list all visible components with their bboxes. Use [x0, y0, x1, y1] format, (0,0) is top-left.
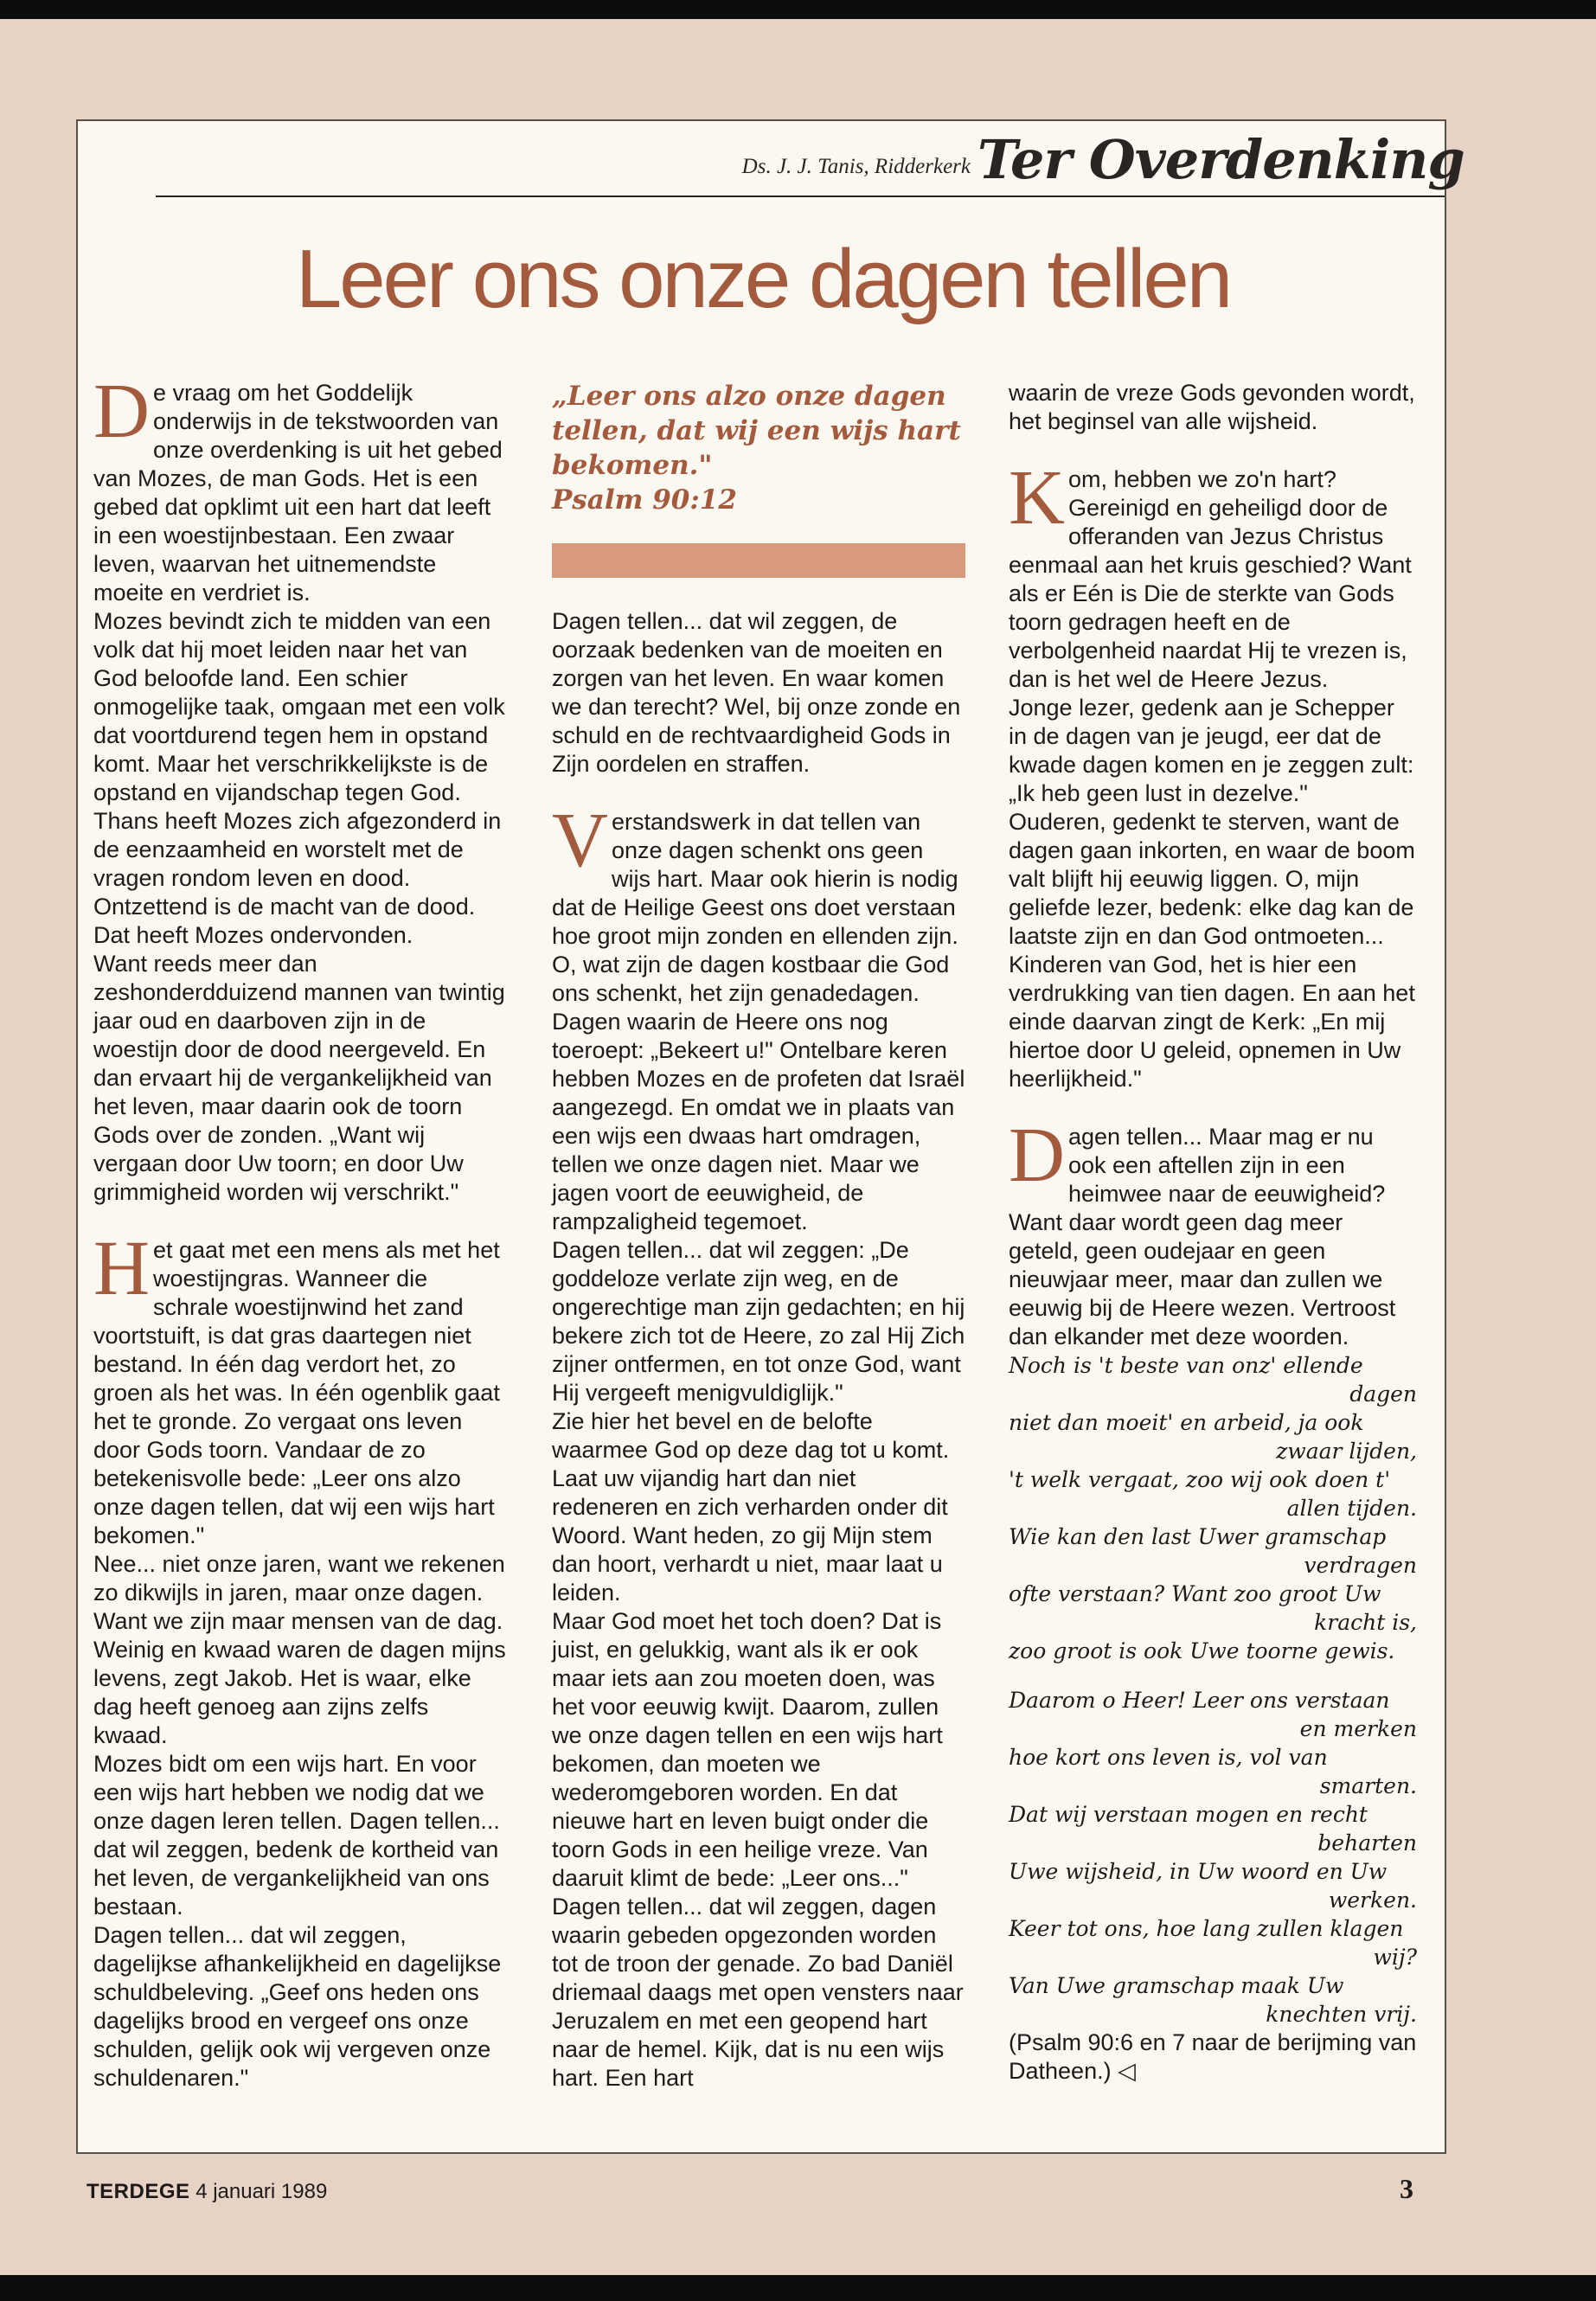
column-3 — [1009, 379, 1417, 2086]
page-footer — [87, 2180, 327, 2204]
paragraph — [552, 798, 965, 1236]
pull-quote — [552, 379, 965, 517]
pull-quote-reference: Psalm 90:12 — [552, 484, 737, 516]
poem-line: niet dan moeit' en arbeid, ja ook zwaar lijden, — [1009, 1410, 1417, 1464]
paragraph: Nee... niet onze jaren, want we rekenen zo dikwijls in jaren, maar onze dagen. Want we zijn maar mensen van de dag. Weinig en kwaad waren de dagen mijns levens, zegt Jakob. Het is waar, elke dag heeft genoeg aan zijns zelfs kwaad. — [93, 1551, 506, 1748]
drop-cap: D — [1009, 1112, 1065, 1198]
paragraph — [1009, 1112, 1417, 1351]
paragraph: Jonge lezer, gedenk aan je Schepper in de dagen van je jeugd, eer dat de kwade dagen komen en je zeggen zult: „Ik heb geen lust in dezelve." — [1009, 695, 1414, 806]
paragraph: Maar God moet het toch doen? Dat is juist, en gelukkig, want als ik er ook maar iets aan zou moeten doen, was het voor eeuwig kwijt. Daarom, zullen we onze dagen tellen en een wijs hart bekomen, dan moeten we wederomgeboren worden. En dat nieuwe hart en leven buigt onder die toorn Gods in een heilige vreze. Van daaruit klimt de bede: „Leer ons..." — [552, 1608, 943, 1891]
paragraph: Kinderen van God, het is hier een verdrukking van tien dagen. En aan het einde daarvan zingt de Kerk: „En mij hiertoe door U geleid, opnemen in Uw heerlijkheid." — [1009, 952, 1415, 1092]
poem-source: (Psalm 90:6 en 7 naar de berijming van Datheen.) ◁ — [1009, 2029, 1417, 2084]
paragraph: Mozes bidt om een wijs hart. En voor een wijs hart hebben we nodig dat we onze dagen leren tellen. Dagen tellen... dat wil zeggen, bedenk de kortheid van het leven, de vergankelijkheid van ons bestaan. — [93, 1751, 500, 1920]
poem-line: Wie kan den last Uwer gramschap verdragen — [1009, 1524, 1417, 1578]
paragraph-text: agen tellen... Maar mag er nu ook een aftellen zijn in een heimwee naar de eeuwigheid? Want daar wordt geen dag meer geteld, geen oudejaar en geen nieuwjaar meer, maar dan zullen we eeuwig bij de Heere wezen. Vertroost dan elkander met deze woorden. — [1009, 1124, 1396, 1349]
paragraph: Zie hier het bevel en de belofte waarmee God op deze dag tot u komt. Laat uw vijandig hart dan niet redeneren en zich verharden onder dit Woord. Want heden, zo gij Mijn stem dan hoort, verhardt u niet, maar laat u leiden. — [552, 1408, 950, 1606]
poem-line: ofte verstaan? Want zoo groot Uw kracht is, — [1009, 1581, 1417, 1635]
column-1 — [93, 369, 507, 2093]
poem-line: hoe kort ons leven is, vol van smarten. — [1009, 1745, 1417, 1798]
author-byline: Ds. J. J. Tanis, Ridderkerk — [741, 155, 971, 178]
drop-cap: K — [1009, 455, 1065, 541]
header-rule — [156, 195, 1445, 197]
drop-cap: D — [93, 369, 150, 454]
paragraph — [93, 1226, 507, 1550]
poem-line: Daarom o Heer! Leer ons verstaan en merken — [1009, 1688, 1417, 1741]
paragraph: Mozes bevindt zich te midden van een volk dat hij moet leiden naar het van God beloofde land. Een schier onmogelijke taak, omgaan met een volk dat voortdurend tegen hem in opstand komt. Maar het verschrikkelijkste is de opstand en vijandschap tegen God. — [93, 608, 505, 805]
poem-stanza-2 — [1009, 1686, 1417, 2029]
paragraph: Dagen tellen... dat wil zeggen, dagelijkse afhankelijkheid en dagelijkse schuldbeleving. „Geef ons heden ons dagelijks brood en vergeef ons onze schulden, gelijk ook wij vergeven onze schuldenaren." — [93, 1922, 502, 2091]
poem-line: Keer tot ons, hoe lang zullen klagen wij? — [1009, 1916, 1417, 1970]
scan-top-edge — [0, 0, 1596, 19]
paragraph: Dagen tellen... dat wil zeggen, de oorzaak bedenken van de moeiten en zorgen van het leven. En waar komen we dan terecht? Wel, bij onze zonde en schuld en de rechtvaardigheid Gods in Zijn oordelen en straffen. — [552, 608, 961, 777]
publication-name: TERDEGE — [87, 2180, 190, 2203]
paragraph: Dagen tellen... dat wil zeggen, dagen waarin gebeden opgezonden worden tot de troon der genade. Zo bad Daniël driemaal daags met open vensters naar Jeruzalem en met een geopend hart naar de hemel. Kijk, dat is nu een wijs hart. Een hart — [552, 1894, 964, 2091]
issue-date: 4 januari 1989 — [195, 2180, 328, 2203]
article-frame — [76, 119, 1465, 2154]
decorative-bar — [552, 543, 965, 578]
article-headline: Leer ons onze dagen tellen — [295, 233, 1231, 325]
paragraph-text: erstandswerk in dat tellen van onze dagen schenkt ons geen wijs hart. Maar ook hierin is nodig dat de Heilige Geest ons doet verstaan hoe groot mijn zonden en ellenden zijn. O, wat zijn de dagen kostbaar die God ons schenkt, het zijn genadedagen. Dagen waarin de Heere ons nog toeroept: „Bekeert u!" Ontelbare keren hebben Mozes en de profeten dat Israël aangezegd. En omdat we in plaats van een wijs een dwaas hart omdragen, tellen we onze dagen niet. Maar we jagen voort de eeuwigheid, de rampzaligheid tegemoet. — [552, 809, 965, 1234]
section-title: Ter Overdenking — [977, 128, 1465, 191]
poem-line: zoo groot is ook Uwe toorne gewis. — [1009, 1638, 1395, 1663]
poem-stanza-1 — [1009, 1351, 1417, 1665]
paragraph-text: e vraag om het Goddelijk onderwijs in de tekstwoorden van onze overdenking is uit het gebed van Mozes, de man Gods. Het is een gebed dat opklimt uit een hart dat leeft in een woestijnbestaan. Een zwaar leven, waarvan het uitnemendste moeite en verdriet is. — [93, 380, 503, 606]
paragraph: Dagen tellen... dat wil zeggen: „De goddeloze verlate zijn weg, en de ongerechtige man zijn gedachten; en hij bekere zich tot de Heere, zo zal Hij Zich zijner ontfermen, en tot onze God, want Hij vergeeft menigvuldiglijk." — [552, 1237, 965, 1406]
paragraph: Thans heeft Mozes zich afgezonderd in de eenzaamheid en worstelt met de vragen rondom leven en dood. Ontzettend is de macht van de dood. Dat heeft Mozes ondervonden. — [93, 808, 502, 948]
paragraph: Want reeds meer dan zeshonderdduizend mannen van twintig jaar oud en daarboven zijn in de woestijn door de dood neergeveld. En dan ervaart hij de vergankelijkheid van het leven, maar daarin ook de toorn Gods over de zonden. „Want wij vergaan door Uw toorn; en door Uw grimmigheid worden wij verschrikt." — [93, 951, 505, 1205]
drop-cap: H — [93, 1226, 150, 1311]
drop-cap: V — [552, 798, 608, 883]
paragraph — [93, 369, 507, 607]
poem-line: Noch is 't beste van onz' ellende dagen — [1009, 1353, 1417, 1407]
poem-line: Dat wij verstaan mogen en recht beharten — [1009, 1802, 1417, 1856]
poem-line: Uwe wijsheid, in Uw woord en Uw werken. — [1009, 1859, 1417, 1913]
paragraph-text: et gaat met een mens als met het woestijngras. Wanneer die schrale woestijnwind het zand voortstuift, is dat gras daartegen niet bestand. In één dag verdort het, zo groen als het was. In één ogenblik gaat het te gronde. Zo vergaat ons leven door Gods toorn. Vandaar de zo betekenisvolle bede: „Leer ons alzo onze dagen tellen, dat wij een wijs hart bekomen." — [93, 1237, 500, 1548]
paragraph: Ouderen, gedenkt te sterven, want de dagen gaan inkorten, en waar de boom valt blijft hij eeuwig liggen. O, mijn geliefde lezer, bedenk: elke dag kan de laatste zijn en dan God ontmoeten... — [1009, 809, 1415, 949]
scan-bottom-edge — [0, 2275, 1596, 2301]
poem-line: 't welk vergaat, zoo wij ook doen t' allen tijden. — [1009, 1467, 1417, 1521]
poem-line: Van Uwe gramschap maak Uw knechten vrij. — [1009, 1973, 1417, 2027]
paragraph: waarin de vreze Gods gevonden wordt, het beginsel van alle wijsheid. — [1009, 380, 1415, 434]
paragraph-text: om, hebben we zo'n hart? Gereinigd en geheiligd door de offeranden van Jezus Christus eenmaal aan het kruis geschied? Want als er Eén is Die de sterkte van Gods toorn gedragen heeft en de verbolgenheid naardat Hij te vrezen is, dan is het wel de Heere Jezus. — [1009, 466, 1412, 692]
paragraph — [1009, 455, 1417, 694]
page-number: 3 — [1400, 2173, 1413, 2204]
pull-quote-text: „Leer ons alzo onze dagen tellen, dat wij een wijs hart bekomen." — [552, 381, 961, 481]
column-2 — [552, 379, 965, 2093]
